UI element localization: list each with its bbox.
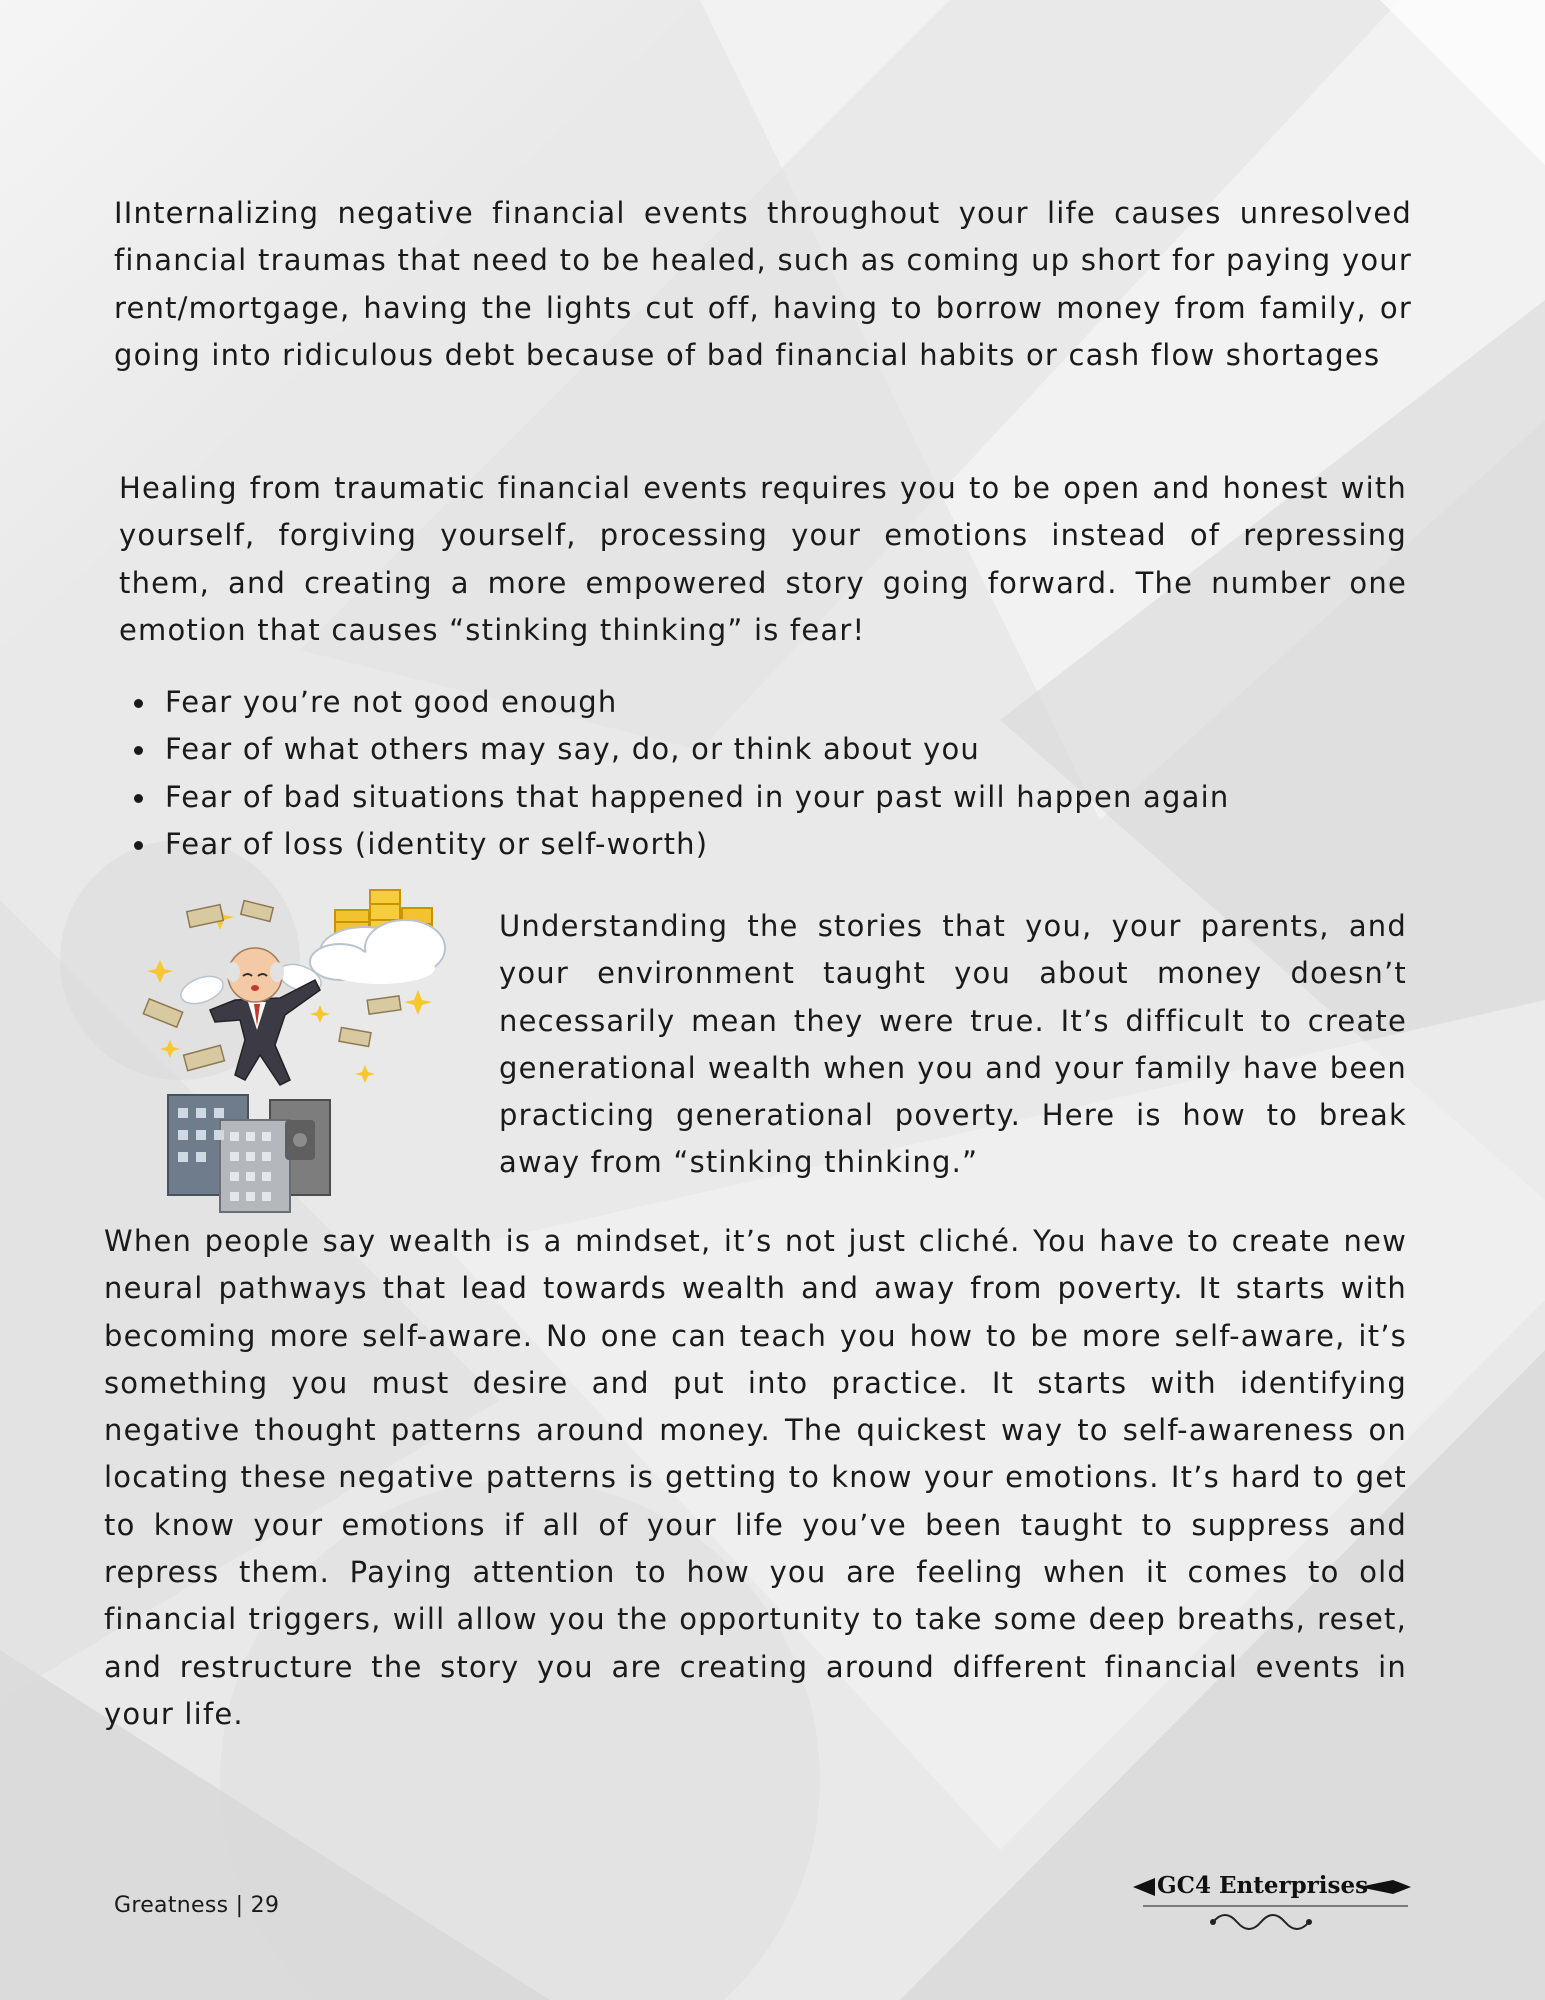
bullet-icon	[134, 746, 143, 755]
cloud-icon	[310, 920, 445, 984]
list-item: Fear of loss (identity or self-worth)	[130, 821, 1330, 868]
paragraph-healing: Healing from traumatic financial events requires you to be open and honest with yourself, forgiving yourself, processing your emotions instead of repressing them, and creating a more empowered story going forward. The number one emotion that causes “stinking thinking” is fear!	[119, 471, 1407, 647]
flying-money-illustration	[140, 880, 465, 1215]
list-item: Fear of bad situations that happened in your past will happen again	[130, 774, 1330, 821]
buildings-icon	[168, 1095, 330, 1212]
list-item: Fear you’re not good enough	[130, 679, 1330, 726]
fear-list	[130, 679, 1330, 868]
paragraph-financial-traumas: IInternalizing negative financial events throughout your life causes unresolved financial traumas that need to be healed, such as coming up short for paying your rent/mortgage, having the lights cut off, having to borrow money from family, or going into ridiculous debt because of bad financial habits or cash flow shortages	[114, 196, 1412, 372]
bullet-icon	[134, 699, 143, 708]
bullet-icon	[134, 794, 143, 803]
paragraph-wealth-mindset: When people say wealth is a mindset, it’s not just cliché. You have to create new neural pathways that lead towards wealth and away from poverty. It starts with becoming more self-aware. No one can teach you how to be more self-aware, it’s something you must desire and put into practice. It starts with identifying negative thought patterns around money. The quickest way to self-awareness on locating these negative patterns is getting to know your emotions. It’s hard to get to know your emotions if all of your life you’ve been taught to suppress and repress them. Paying attention to how you are feeling when it comes to old financial triggers, will allow you the opportunity to take some deep breaths, reset, and restructure the story you are creating around different financial events in your life.	[104, 1224, 1407, 1731]
list-item: Fear of what others may say, do, or think about you	[130, 726, 1330, 773]
bullet-icon	[134, 841, 143, 850]
paragraph-understanding-stories: Understanding the stories that you, your parents, and your environment taught you about money doesn’t necessarily mean they were true. It’s difficult to create generational wealth when you and your family have been practicing generational poverty. Here is how to break away from “stinking thinking.”	[499, 909, 1407, 1180]
logo-text: GC4 Enterprises	[1157, 1872, 1369, 1899]
footer-page-label: Greatness | 29	[114, 1893, 280, 1918]
